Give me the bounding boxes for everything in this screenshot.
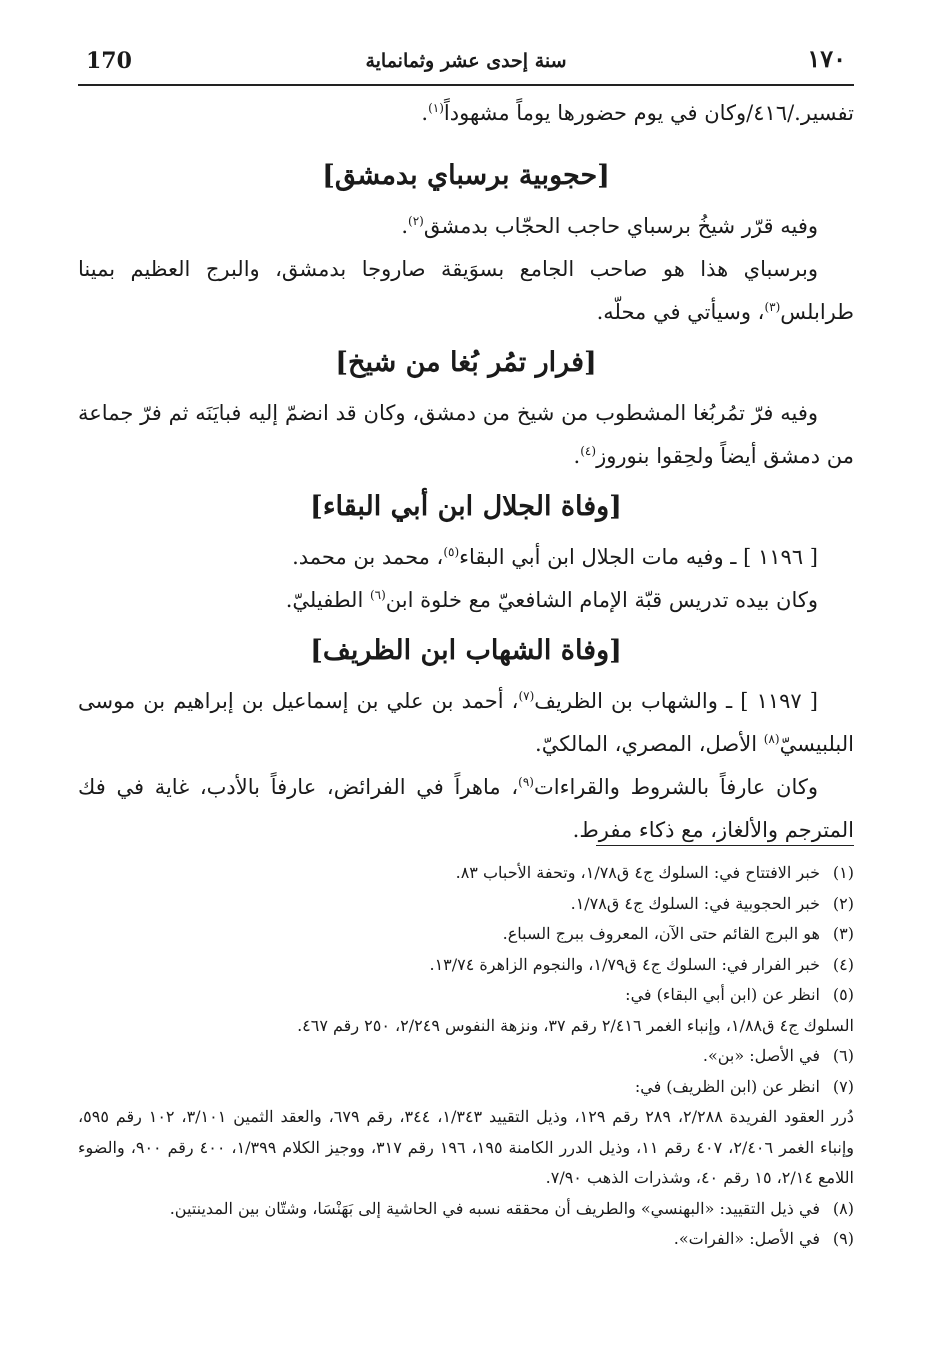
footnote-continuation: السلوك ج٤ ق١/٨٨، وإنباء الغمر ٢/٤١٦ رقم ٣٧، ونزهة النفوس ٢/٢٤٩، ٢٥٠ رقم ٤٦٧. bbox=[297, 1015, 854, 1035]
paragraph-4: [ ١١٩٦ ] ـ وفيه مات الجلال ابن أبي البقاء$^{(٥)}$، محمد بن محمد. bbox=[292, 545, 818, 569]
footnote: (٦)في الأصل: «بن». bbox=[702, 1046, 854, 1065]
footnote-ref: (٤) bbox=[580, 444, 597, 458]
footnote-ref: (١) bbox=[428, 101, 444, 115]
section-heading: [وفاة الجلال ابن أبي البقاء] bbox=[310, 491, 622, 522]
page-number-latin: 170 bbox=[86, 48, 132, 74]
footnote-ref: (٩) bbox=[518, 775, 534, 789]
footnote-continuation: دُرر العقود الفريدة ٢/٢٨٨، ٢٨٩ رقم ١٢٩، وذيل التقييد ١/٣٤٣، ٣٤٤، رقم ٦٧٩، والعقد الثمين ٣/١٠١، ١٠٢ رقم ٥٩٥، وإنباء الغمر ٢/٤٠٦، ٤٠٧ رقم ١١، وذيل الدرر الكامنة ١٩٥، ١٩٦ رقم ٣١٧، ووجيز الكلام ١/٣٩٩، ٤٠٠ رقم ٩٠٠، والضوء اللامع ٢/١٤، ١٥ رقم ٤٠، وشذرات الذهب ٧/٩٠. bbox=[78, 1107, 855, 1187]
footnote-ref: (٧) bbox=[518, 689, 535, 703]
paragraph-1: وفيه قرّر شيخُ برسباي حاجب الحجّاب بدمشق$^{(٢)}$. bbox=[401, 214, 818, 238]
footnote-ref: (٦) bbox=[369, 588, 386, 602]
footnote: (٣)هو البرج القائم حتى الآن، المعروف ببرج السباع. bbox=[502, 924, 854, 943]
paragraph-3: وفيه فرّ تمُربُغا المشطوب من شيخ من دمشق، وكان قد انضمّ إليه فبايَنَه ثم فرّ جماعة من دمشق أيضاً ولحِقوا بنوروز$^{(٤)}$. bbox=[78, 401, 854, 468]
section-heading: [وفاة الشهاب ابن الظريف] bbox=[310, 635, 622, 666]
footnote: (٨)في ذيل التقييد: «البهنسي» والطريف أن محققه نسبه في الحاشية إلى بَهَنْسَا، وشتّان بين المدينتين. bbox=[169, 1198, 854, 1218]
footnote-ref: (٢) bbox=[408, 214, 424, 228]
footnotes bbox=[78, 858, 854, 1255]
footnote-ref: (٨) bbox=[763, 732, 780, 746]
page-header bbox=[78, 34, 854, 84]
footnote-separator bbox=[596, 845, 854, 846]
main-text bbox=[78, 92, 854, 852]
footnote: (٧)انظر عن (ابن الظريف) في: bbox=[634, 1076, 854, 1096]
paragraph-0: تفسير./٤١٦/وكان في يوم حضورها يوماً مشهوداً$^{(١)}$. bbox=[421, 101, 854, 125]
running-title: سنة إحدى عشر وثمانماية bbox=[365, 50, 567, 72]
footnote: (٩)في الأصل: «الفرات». bbox=[673, 1229, 854, 1248]
footnote: (٥)انظر عن (ابن أبي البقاء) في: bbox=[625, 985, 854, 1004]
footnote: (١)خبر الافتتاح في: السلوك ج٤ ق١/٧٨، وتحفة الأحباب ٨٣. bbox=[455, 863, 854, 882]
footnote-ref: (٣) bbox=[764, 300, 781, 314]
section-heading: [فرار تمُر بُغا من شيخ] bbox=[335, 347, 597, 378]
paragraph-2: وبرسباي هذا هو صاحب الجامع بسوَيقة صاروجا بدمشق، والبرج العظيم بمينا طرابلس$^{(٣)}$، وسيأتي في محلّه. bbox=[78, 257, 854, 324]
footnote: (٢)خبر الحجوبية في: السلوك ج٤ ق١/٧٨. bbox=[570, 893, 854, 913]
footnote-ref: (٥) bbox=[443, 545, 460, 559]
paragraph-7: وكان عارفاً بالشروط والقراءات$^{(٩)}$، ماهراً في الفرائض، عارفاً بالأدب، غاية في فك المترجم والألغاز، مع ذكاء مفرط. bbox=[78, 775, 854, 842]
page-number-arabic: ١٧٠ bbox=[807, 44, 846, 73]
header-rule bbox=[78, 84, 854, 86]
paragraph-5: وكان بيده تدريس قبّة الإمام الشافعيّ مع خلوة ابن$^{(٦)}$ الطفيليّ. bbox=[285, 588, 818, 612]
paragraph-6: [ ١١٩٧ ] ـ والشهاب بن الظريف$^{(٧)}$، أحمد بن علي بن إسماعيل بن إبراهيم بن موسى البلبيسيّ$^{(٨)}$ الأصل، المصري، المالكيّ. bbox=[78, 689, 854, 756]
footnote: (٤)خبر الفرار في: السلوك ج٤ ق١/٧٩، والنجوم الزاهرة ١٣/٧٤. bbox=[429, 954, 854, 974]
section-heading: [حجوبية برسباي بدمشق] bbox=[322, 160, 610, 191]
